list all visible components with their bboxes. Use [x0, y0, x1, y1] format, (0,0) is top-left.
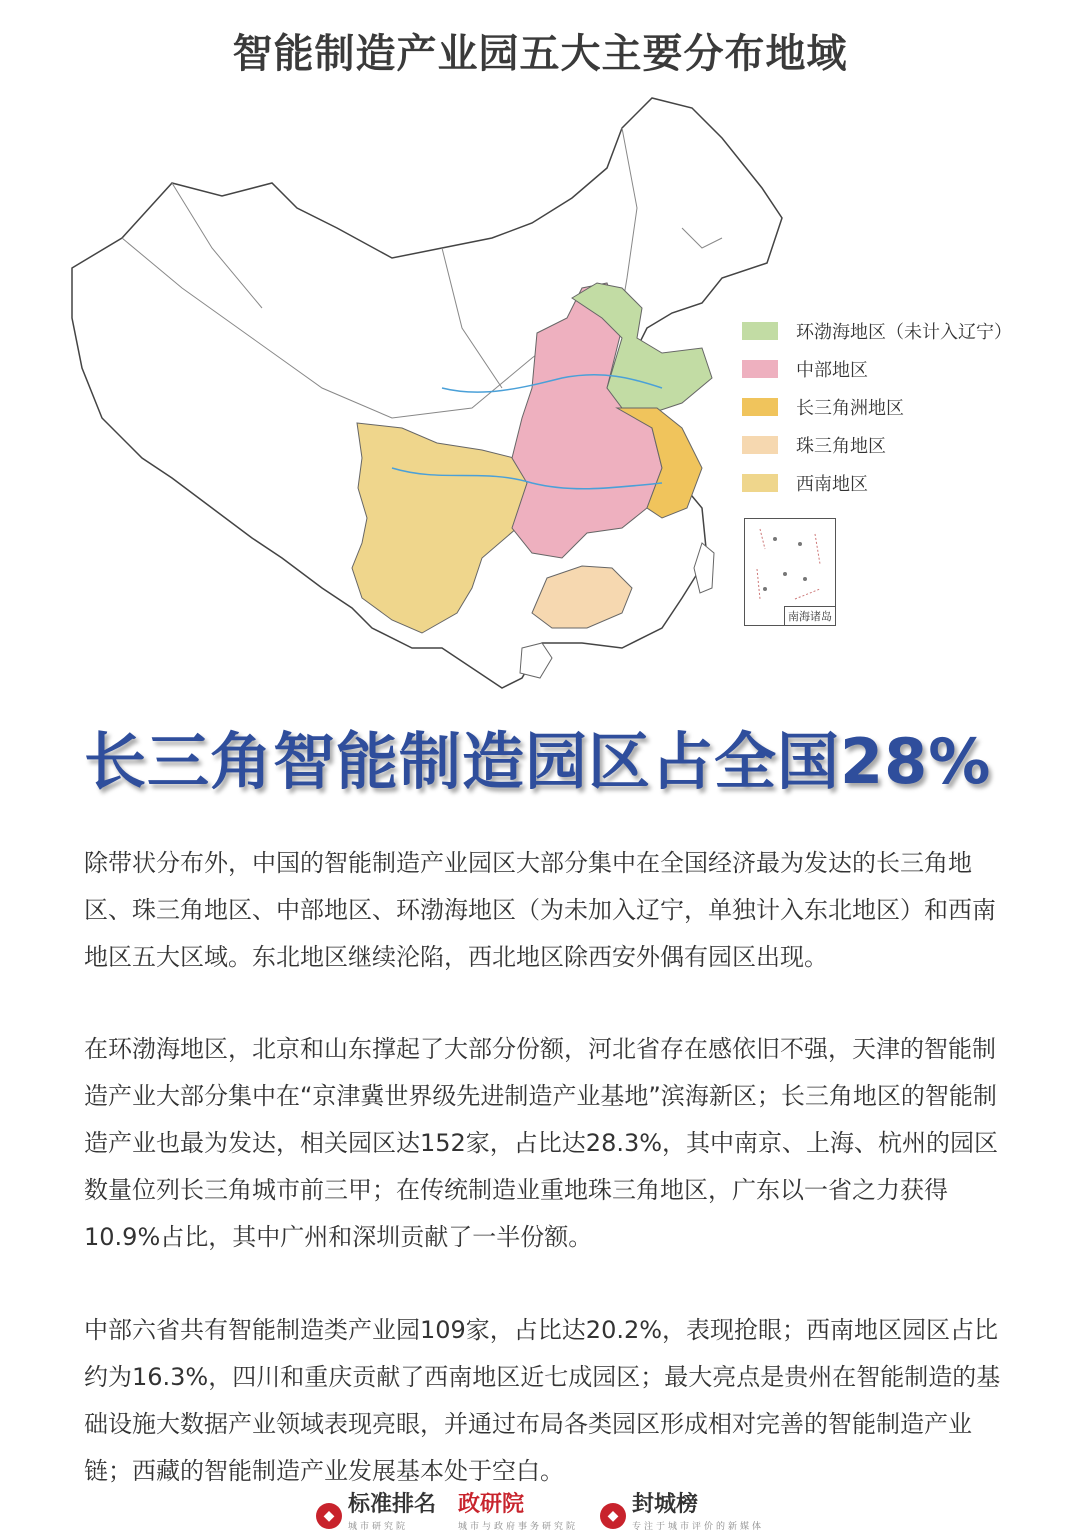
- south-sea-inset: [744, 518, 836, 626]
- hainan-island: [520, 643, 552, 678]
- legend-item-pearl: [742, 426, 1072, 464]
- brand-fengcheng: [600, 1494, 764, 1538]
- legend-swatch: [742, 474, 778, 492]
- legend-item-yangtze: [742, 388, 1072, 426]
- brand-sub: 城市与政府事务研究院: [457, 1522, 578, 1532]
- inset-map: [745, 519, 835, 609]
- headline: 长三角智能制造园区占全国28%: [84, 725, 992, 798]
- legend-swatch: [742, 360, 778, 378]
- brand-name: 封城榜: [632, 1492, 699, 1517]
- legend-label: 珠三角地区: [796, 436, 886, 457]
- brand-name: 标准排名: [347, 1492, 436, 1517]
- legend-swatch: [742, 436, 778, 454]
- brand-sub: 城市研究院: [347, 1522, 408, 1532]
- legend-item-bohai: [742, 312, 1072, 350]
- brand-zhengyan: [458, 1494, 578, 1538]
- brand-logo-icon: ◆: [316, 1503, 342, 1529]
- footer-brands: [0, 1492, 1080, 1534]
- page-title: 智能制造产业园五大主要分布地域: [232, 31, 848, 77]
- legend-label: 西南地区: [796, 474, 868, 495]
- inset-label: 南海诸岛: [784, 606, 835, 625]
- legend-label: 长三角洲地区: [796, 398, 904, 419]
- legend-swatch: [742, 398, 778, 416]
- paragraph-3: 中部六省共有智能制造类产业园109家，占比达20.2%，表现抢眼；西南地区园区占比约为16.3%，四川和重庆贡献了西南地区近七成园区；最大亮点是贵州在智能制造的基础设施大数据产业领域表现亮眼，并通过布局各类园区形成相对完善的智能制造产业链；西藏的智能制造产业发展基本处于空白。: [84, 1316, 1001, 1485]
- brand-biaozhun: [316, 1494, 436, 1538]
- brand-logo-icon: ◆: [600, 1503, 626, 1529]
- legend-item-central: [742, 350, 1072, 388]
- legend-swatch: [742, 322, 778, 340]
- paragraph-1: 除带状分布外，中国的智能制造产业园区大部分集中在全国经济最为发达的长三角地区、珠三角地区、中部地区、环渤海地区（为未加入辽宁，单独计入东北地区）和西南地区五大区域。东北地区继续沦陷，西北地区除西安外偶有园区出现。: [84, 849, 996, 971]
- legend-label: 中部地区: [796, 360, 868, 381]
- map-legend: [742, 312, 1072, 502]
- legend-item-southwest: [742, 464, 1072, 502]
- paragraph-2: 在环渤海地区，北京和山东撑起了大部分份额，河北省存在感依旧不强，天津的智能制造产业大部分集中在“京津冀世界级先进制造产业基地”滨海新区；长三角地区的智能制造产业也最为发达，相关园区达152家，占比达28.3%，其中南京、上海、杭州的园区数量位列长三角城市前三甲；在传统制造业重地珠三角地区，广东以一省之力获得10.9%占比，其中广州和深圳贡献了一半份额。: [84, 1035, 999, 1251]
- brand-sub: 专注于城市评价的新媒体: [632, 1522, 765, 1532]
- brand-name: 政研院: [457, 1492, 524, 1517]
- legend-label: 环渤海地区（未计入辽宁）: [796, 322, 1012, 343]
